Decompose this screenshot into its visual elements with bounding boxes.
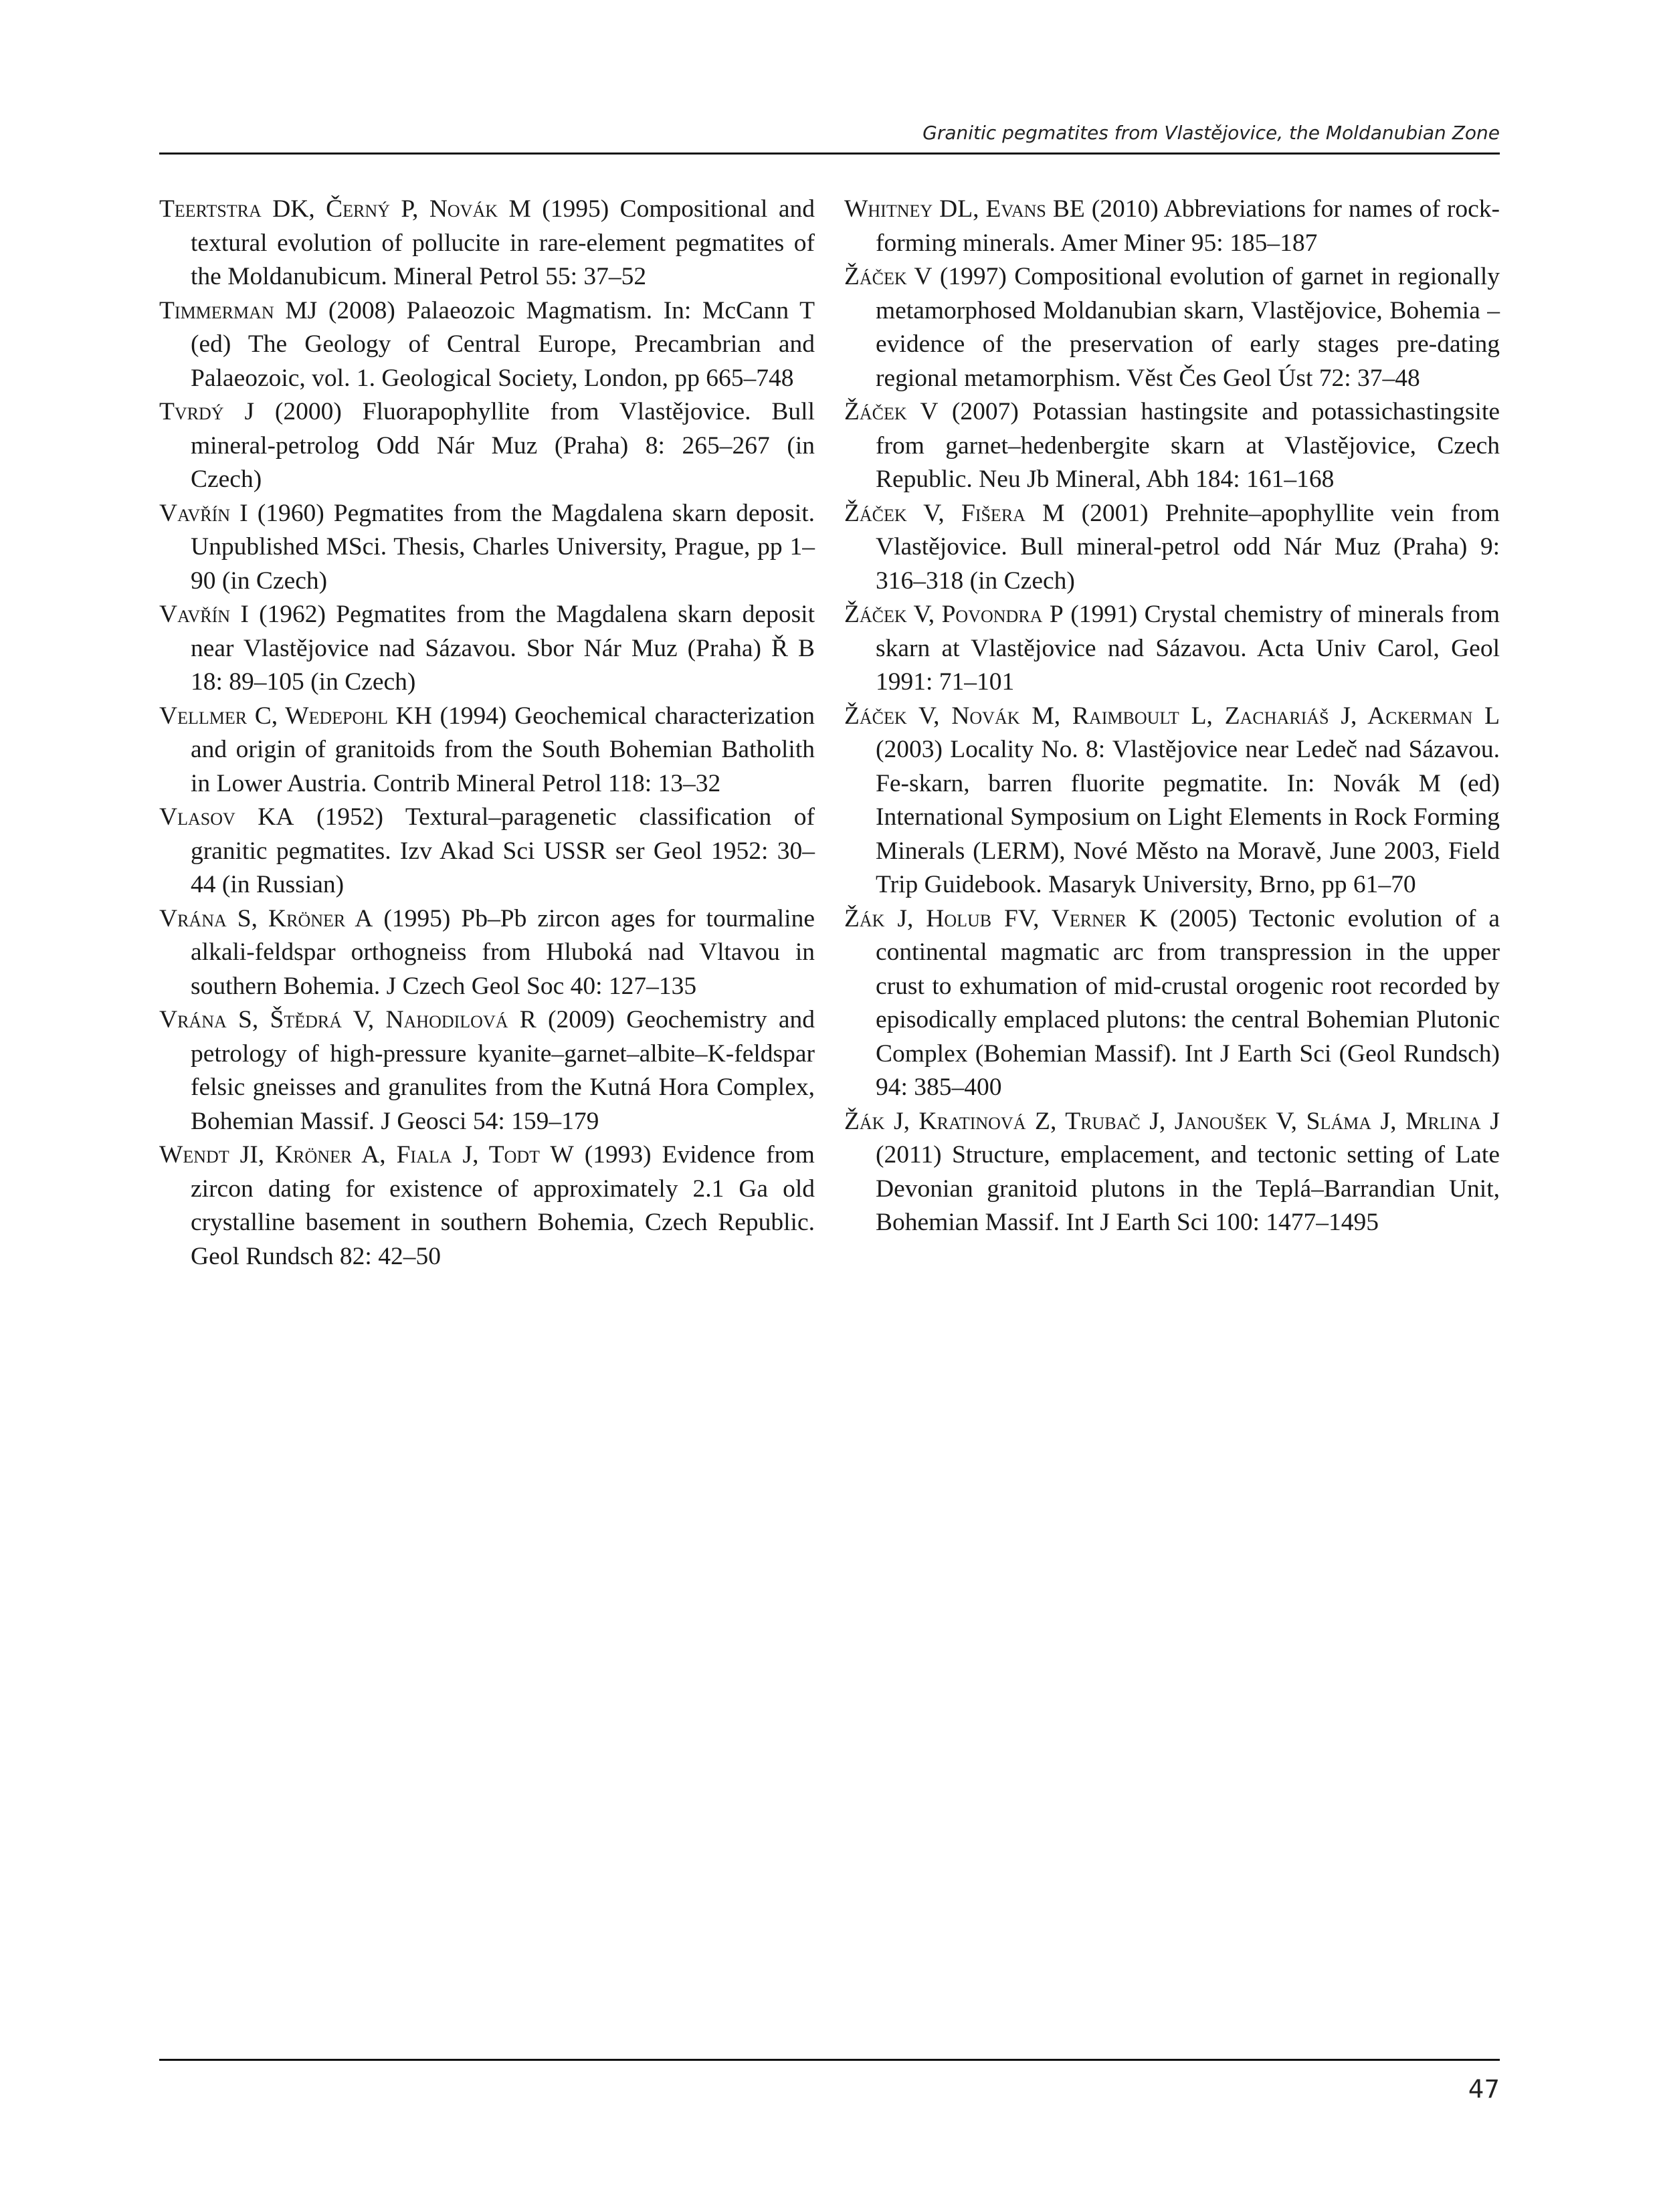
reference-entry — [159, 598, 815, 700]
reference-entry — [159, 700, 815, 801]
reference-details: (2007) Potassian hastingsite and potassichastingsite from garnet–hedenbergite skarn at Vlastějovice, Czech Republic. Neu Jb Mineral, Abh 184: 161–168 — [876, 398, 1500, 493]
reference-details: (1991) Crystal chemistry of minerals from skarn at Vlastějovice nad Sázavou. Acta Univ Carol, Geol 1991: 71–101 — [876, 601, 1500, 696]
reference-details: (2011) Structure, emplacement, and tectonic setting of Late Devonian granitoid plutons in the Teplá–Barrandian Unit, Bohemian Massif. Int J Earth Sci 100: 1477–1495 — [876, 1141, 1500, 1236]
reference-entry — [844, 902, 1500, 1105]
footer-rule — [159, 2059, 1500, 2061]
reference-entry — [844, 598, 1500, 700]
reference-entry — [159, 395, 815, 497]
reference-authors: Vellmer C, Wedepohl KH — [159, 702, 432, 730]
reference-entry — [159, 294, 815, 396]
reference-entry — [159, 1003, 815, 1138]
reference-entry — [844, 193, 1500, 260]
reference-entry — [159, 497, 815, 599]
reference-authors: Whitney DL, Evans BE — [844, 195, 1085, 223]
reference-authors: Tvrdý J — [159, 398, 255, 425]
reference-authors: Timmerman MJ — [159, 296, 318, 324]
reference-details: (2003) Locality No. 8: Vlastějovice near Ledeč nad Sázavou. Fe-skarn, barren fluorite pegmatite. In: Novák M (ed) International Symposium on Light Elements in Rock Forming Minerals (LERM), Nové Město na Moravě, June 2003, Field Trip Guidebook. Masaryk University, Brno, pp 61–70 — [876, 736, 1500, 898]
reference-details: (2000) Fluorapophyllite from Vlastějovice. Bull mineral-petrolog Odd Nár Muz (Praha) 8: 265–267 (in Czech) — [191, 398, 815, 493]
header-rule — [159, 153, 1500, 155]
reference-authors: Žák J, Kratinová Z, Trubač J, Janoušek V, Sláma J, Mrlina J — [844, 1107, 1500, 1135]
reference-authors: Teertstra DK, Černý P, Novák M — [159, 195, 531, 223]
references-column-left — [159, 193, 815, 1274]
reference-entry — [844, 395, 1500, 497]
reference-entry — [844, 497, 1500, 599]
reference-details: (1994) Geochemical characterization and origin of granitoids from the South Bohemian Batholith in Lower Austria. Contrib Mineral Petrol 118: 13–32 — [191, 702, 815, 797]
reference-details: (1995) Pb–Pb zircon ages for tourmaline alkali-feldspar orthogneiss from Hluboká nad Vltavou in southern Bohemia. J Czech Geol Soc 40: 127–135 — [191, 904, 815, 1000]
reference-authors: Vrána S, Štědrá V, Nahodilová R — [159, 1006, 536, 1033]
reference-authors: Žáček V — [844, 263, 933, 290]
reference-authors: Wendt JI, Kröner A, Fiala J, Todt W — [159, 1141, 574, 1169]
reference-entry — [844, 700, 1500, 902]
reference-details: (2001) Prehnite–apophyllite vein from Vlastějovice. Bull mineral-petrol odd Nár Muz (Praha) 9: 316–318 (in Czech) — [876, 499, 1500, 595]
reference-entry — [844, 1105, 1500, 1240]
reference-authors: Vlasov KA — [159, 803, 294, 831]
reference-entry — [159, 193, 815, 294]
reference-details: (2008) Palaeozoic Magmatism. In: McCann T (ed) The Geology of Central Europe, Precambrian and Palaeozoic, vol. 1. Geological Society, London, pp 665–748 — [191, 296, 815, 392]
reference-entry — [159, 1138, 815, 1274]
reference-authors: Žák J, Holub FV, Verner K — [844, 904, 1158, 932]
reference-entry — [159, 902, 815, 1004]
reference-authors: Vavřín I — [159, 499, 248, 527]
reference-authors: Vrána S, Kröner A — [159, 904, 373, 932]
reference-details: (2009) Geochemistry and petrology of high-pressure kyanite–garnet–albite–K-feldspar felsic gneisses and granulites from the Kutná Hora Complex, Bohemian Massif. J Geosci 54: 159–179 — [191, 1006, 815, 1135]
reference-details: (2005) Tectonic evolution of a continental magmatic arc from transpression in the upper crust to exhumation of mid-crustal orogenic root recorded by episodically emplaced plutons: the central Bohemian Plutonic Complex (Bohemian Massif). Int J Earth Sci (Geol Rundsch) 94: 385–400 — [876, 904, 1500, 1101]
reference-authors: Žáček V, Povondra P — [844, 601, 1064, 628]
reference-details: (2010) Abbreviations for names of rock-forming minerals. Amer Miner 95: 185–187 — [876, 195, 1500, 257]
reference-details: (1962) Pegmatites from the Magdalena skarn deposit near Vlastějovice nad Sázavou. Sbor Nár Muz (Praha) Ř B 18: 89–105 (in Czech) — [191, 601, 815, 696]
reference-details: (1952) Textural–paragenetic classification of granitic pegmatites. Izv Akad Sci USSR ser Geol 1952: 30–44 (in Russian) — [191, 803, 815, 898]
references-column-right — [844, 193, 1500, 1240]
reference-authors: Žáček V, Novák M, Raimboult L, Zachariáš J, Ackerman L — [844, 702, 1500, 730]
reference-authors: Vavřín I — [159, 601, 249, 628]
reference-entry — [844, 260, 1500, 395]
page-number: 47 — [1468, 2075, 1500, 2104]
reference-details: (1960) Pegmatites from the Magdalena skarn deposit. Unpublished MSci. Thesis, Charles University, Prague, pp 1–90 (in Czech) — [191, 499, 815, 595]
reference-details: (1995) Compositional and textural evolution of pollucite in rare-element pegmatites of the Moldanubicum. Mineral Petrol 55: 37–52 — [191, 195, 815, 290]
running-header: Granitic pegmatites from Vlastějovice, the Moldanubian Zone — [922, 122, 1500, 144]
reference-authors: Žáček V — [844, 398, 939, 425]
reference-details: (1997) Compositional evolution of garnet in regionally metamorphosed Moldanubian skarn, Vlastějovice, Bohemia – evidence of the preservation of early stages pre-dating regional metamorphism. Věst Čes Geol Úst 72: 37–48 — [876, 263, 1500, 392]
reference-authors: Žáček V, Fišera M — [844, 499, 1065, 527]
reference-entry — [159, 801, 815, 902]
reference-details: (1993) Evidence from zircon dating for existence of approximately 2.1 Ga old crystalline basement in southern Bohemia, Czech Republic. Geol Rundsch 82: 42–50 — [191, 1141, 815, 1270]
